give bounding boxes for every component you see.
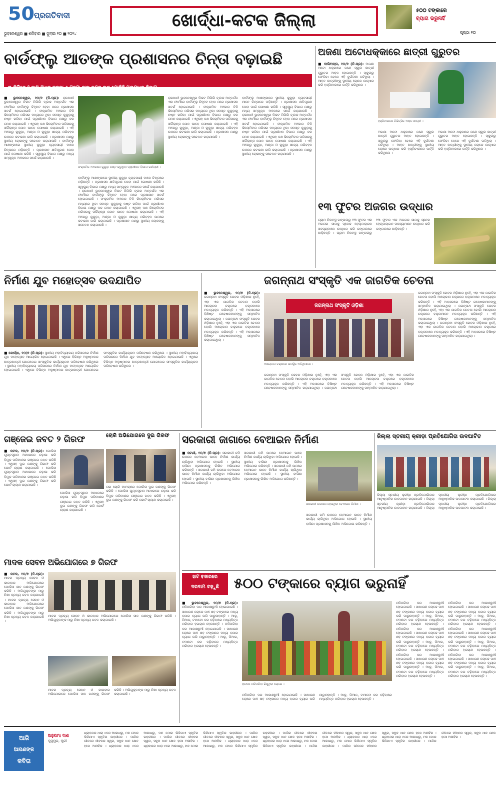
tournament-headline: ଜିଲ୍ଲା ସ୍ତରୀୟ କ୍ରୀଡ଼ା ପ୍ରତିଯୋଗିତା ଉଦଘାଟିତ xyxy=(377,434,482,440)
ganja-headline: ଗଞ୍ଜେଇ ଜବତ ୨ ଗିରଫ xyxy=(4,435,86,445)
lead-photo xyxy=(78,96,164,164)
youth-photo xyxy=(4,291,198,347)
auto-accident-body-col-2: ଅଜଣା ଅଟୋ ଧକ୍କାରେ ଜଣେ ସ୍କୁଲ ଛାତ୍ରୀ ଗୁରୁତର ଆହତ ହୋଇଛନ୍ତି । ସ୍କୁଲରୁ ଫେରିବା ବେଳେ ଏହି ଦୁର୍ଘଟଣା ଘଟିଥିଲା । ଆହତ ଛାତ୍ରୀଙ୍କୁ ସ୍ଥାନୀୟ ଲୋକେ ଉଦ୍ଧାର କରି ହସ୍ପିଟାଲରେ ଭର୍ତ୍ତି କରିଥିଲେ । xyxy=(378,130,434,156)
theft-body: ଘର ଚୋରି ମାମଲାରେ ପୋଲିସ ଦୁଇ ଜଣଙ୍କୁ ଗିରଫ କରିଛି । ପୋଲିସ ଗୁପ୍ତସୂଚନା ଆଧାରରେ ଚଢ଼ାଉ କରି ବିପୁଳ ପରିମାଣର ଗଞ୍ଜେଇ ଜବତ କରିଛି । ଏଥିସହ ଦୁଇ ଜଣଙ୍କୁ ଗିରଫ କରି କୋର୍ଟ ଚାଲାଣ କରାଯାଇଛି । xyxy=(106,485,176,502)
lead-body-col-2-text: ବାର୍ଡଫ୍ଲୁ ଆଶଙ୍କାରେ ସ୍ଥାନୀୟ କୁକୁଡ଼ା ବ୍ୟବସାୟୀ ମାନେ ଚିନ୍ତାରେ ପଡ଼ିଛନ୍ତି । ପ୍ରଶାସନ କ୍ଷତିପୂରଣ ଦେବା ପାଇଁ ଘୋଷଣା କରିଛି । ସ୍ୱାସ୍ଥ୍ୟ ବିଭାଗ ପକ୍ଷରୁ ମଧ୍ୟ ସମ୍ପୃକ୍ତ ଅଞ୍ଚଳରେ ସର୍ଭେ କରାଯାଉଛି । xyxy=(78,176,164,193)
promo-line-2: ବ୍ୟାଗ ଭରୁନାହିଁ xyxy=(416,16,445,22)
lead-headline: ବାର୍ଡଫ୍ଲୁ ଆତଙ୍କ ପ୍ରଶାସନର ଚିନ୍ତା ବଢ଼ାଇଛି xyxy=(4,50,283,68)
lead-photo-caption: ସଂକ୍ରମିତ ଅଞ୍ଚଳରେ କୁକୁଡ଼ା ନଷ୍ଟ କରୁଥିବା ପ୍ରାଣୀଧନ ବିଭାଗ କର୍ମଚାରୀ । xyxy=(78,165,161,169)
jagannath-story xyxy=(204,273,496,428)
jagannath-headline: ଜଗନ୍ନାଥ ସଂସ୍କୃତି ଏକ ଜାଗତିକ ଚେତନା xyxy=(264,274,434,287)
auto-accident-body-col-3: ଅଜଣା ଅଟୋ ଧକ୍କାରେ ଜଣେ ସ୍କୁଲ ଛାତ୍ରୀ ଗୁରୁତର ଆହତ ହୋଇଛନ୍ତି । ସ୍କୁଲରୁ ଫେରିବା ବେଳେ ଏହି ଦୁର୍ଘଟଣା ଘଟିଥିଲା । ଆହତ ଛାତ୍ରୀଙ୍କୁ ସ୍ଥାନୀୟ ଲୋକେ ଉଦ୍ଧାର କରି ହସ୍ପିଟାଲରେ ଭର୍ତ୍ତି କରିଥିଲେ । xyxy=(438,130,496,152)
python-body: ଗ୍ରାମ ନିକଟସ୍ଥ ଜଙ୍ଗଲରୁ ୧୩ ଫୁଟର ଏକ ଅଜଗର ସାପକୁ ସ୍ନେକ ହେଲ୍ପଲାଇନ ସଦସ୍ୟମାନେ ଉଦ୍ଧାର କରି ଜଙ୍ଗଲରେ ଛାଡ଼ିଛନ୍ତି । ଗ୍ରାମ ନିକଟସ୍ଥ ଜଙ୍ଗଲରୁ ୧୩ ଫୁଟର ଏକ ଅଜଗର ସାପକୁ ସ୍ନେକ ହେଲ୍ପଲାଇନ ସଦସ୍ୟମାନେ ଉଦ୍ଧାର କରି ଜଙ୍ଗଲରେ ଛାଡ଼ିଛନ୍ତି । xyxy=(318,218,430,235)
lead-subhead: ୩ କିମିରେ ୨ ଲକ୍ଷ ଅଧିକ କୁକୁଡ଼ା ୫ ଟନ୍‌ଟା ଦାନା ବଣକ ନାଶ ଯୋଜିଛି ପ୍ରାଣୀଧନ ବିଭାଗ xyxy=(8,86,158,91)
masthead-promo xyxy=(386,5,496,31)
govt-land-body-col-3: ସରକାରୀ ଜମି ଉପରେ ବେଆଇନ ଭାବେ ନିର୍ମାଣ କାର୍ଯ୍ୟ ଚାଲିଥିବା ଅଭିଯୋଗ ହୋଇଛି । ସ୍ଥାନୀୟ ବାସିନ୍ଦା ପ୍ରଶାସନକୁ ଲିଖିତ ଅଭିଯୋଗ କରିଛନ୍ତି । xyxy=(306,513,372,526)
logo-badge xyxy=(6,3,36,27)
auto-accident-headline: ଅଜଣା ଅଟୋଧକ୍କାରେ ଛାତ୍ରୀ ଗୁରୁତର xyxy=(318,47,460,58)
section-title-box xyxy=(110,6,378,36)
drugs-body-col-2: ମାଦକ ଦ୍ରବ୍ୟ ସେବନ ଓ କାରବାର ଅଭିଯୋଗରେ ପୋଲିସ ସାତ ଜଣଙ୍କୁ ଗିରଫ କରିଛି । ଅଭିଯୁକ୍ତଙ୍କ ଠାରୁ ନିଶା ଦ୍ରବ୍ୟ ଜବତ କରାଯାଇଛି । xyxy=(48,614,176,623)
python-headline: ୧୩ ଫୁଟର ଅଜଗର ଉଦ୍ଧାର xyxy=(318,201,434,213)
theft-photo xyxy=(106,449,176,483)
lead-body-col-3 xyxy=(168,96,238,268)
drugs-story xyxy=(4,556,176,723)
python-photo xyxy=(434,218,496,264)
jagannath-body-col-3: ଜଗନ୍ନାଥ ସଂସ୍କୃତି କେବଳ ଓଡ଼ିଶାର ନୁହେଁ, ଏହା ଏକ ଜାଗତିକ ଚେତନା ବୋଲି ଆଲୋଚନା ଚକ୍ରରେ ବକ୍ତାମାନେ ମତବ୍ୟକ୍ତ କରିଛନ୍ତି । ଏହି ଅବସରରେ ବିଶିଷ୍ଟ ଗବେଷକମାନଙ୍କୁ ସମ୍ମାନିତ କରାଯାଇଥିଲା । ଜଗନ୍ନାଥ ସଂସ୍କୃତି କେବଳ ଓଡ଼ିଶାର ନୁହେଁ, ଏହା ଏକ ଜାଗତିକ ଚେତନା ବୋଲି ଆଲୋଚନା ଚକ୍ରରେ ବକ୍ତାମାନେ ମତବ୍ୟକ୍ତ କରିଛନ୍ତି । ଏହି ଅବସରରେ ବିଶିଷ୍ଟ ଗବେଷକମାନଙ୍କୁ ସମ୍ମାନିତ କରାଯାଇଥିଲା । ଜଗନ୍ନାଥ ସଂସ୍କୃତି କେବଳ ଓଡ଼ିଶାର ନୁହେଁ, ଏହା ଏକ ଜାଗତିକ ଚେତନା ବୋଲି ଆଲୋଚନା ଚକ୍ରରେ ବକ୍ତାମାନେ ମତବ୍ୟକ୍ତ କରିଛନ୍ତି । ଏହି ଅବସରରେ ବିଶିଷ୍ଟ ଗବେଷକମାନଙ୍କୁ ସମ୍ମାନିତ କରାଯାଇଥିଲା । xyxy=(418,291,497,338)
poem-box-line-1: ଆଜି xyxy=(19,735,29,742)
market-caption: ହାଟରେ ପନିପରିବା କିଣୁଥିବା ଲୋକେ । xyxy=(242,682,285,686)
lead-body-continued: ବାର୍ଡଫ୍ଲୁ ଆଶଙ୍କାରେ ସ୍ଥାନୀୟ କୁକୁଡ଼ା ବ୍ୟବସାୟୀ ମାନେ ଚିନ୍ତାରେ ପଡ଼ିଛନ୍ତି । ପ୍ରଶାସନ କ୍ଷତିପୂରଣ ଦେବା ପାଇଁ ଘୋଷଣା କରିଛି । ସ୍ୱାସ୍ଥ୍ୟ ବିଭାଗ ପକ୍ଷରୁ ମଧ୍ୟ ସମ୍ପୃକ୍ତ ଅଞ୍ଚଳରେ ସର୍ଭେ କରାଯାଉଛି । xyxy=(4,138,75,161)
python-rescue-story xyxy=(318,198,496,268)
lead-body-col-4 xyxy=(242,96,312,268)
youth-festival-story xyxy=(4,273,198,428)
jagannath-photo xyxy=(264,293,414,361)
page-number: ପୃଷ୍ଠା ୧୦ xyxy=(460,30,476,35)
market-body-col-4: ପନିପରିବା ଦର ଆକାଶଛୁଆଁ ହୋଇଯାଇଛି । ସାଧାରଣ ଲୋକେ ପାଞ୍ଚ ଶହ ଟଙ୍କାରେ ମଧ୍ୟ ବଜାର ବ୍ୟାଗ ଭରି ପାରୁନାହାନ୍ତି । ଆଳୁ, ପିଆଜ, ଟମାଟୋ ଦର ବଢ଼ିବାରେ ମଧ୍ୟବିତ୍ତ ପରିବାର ହଇରାଣ ହେଉଛନ୍ତି । ପନିପରିବା ଦର ଆକାଶଛୁଆଁ ହୋଇଯାଇଛି । ସାଧାରଣ ଲୋକେ ପାଞ୍ଚ ଶହ ଟଙ୍କାରେ ମଧ୍ୟ ବଜାର ବ୍ୟାଗ ଭରି ପାରୁନାହାନ୍ତି । ଆଳୁ, ପିଆଜ, ଟମାଟୋ ଦର ବଢ଼ିବାରେ ମଧ୍ୟବିତ୍ତ ପରିବାର ହଇରାଣ ହେଉଛନ୍ତି । ପନିପରିବା ଦର ଆକାଶଛୁଆଁ ହୋଇଯାଇଛି । ସାଧାରଣ ଲୋକେ ପାଞ୍ଚ ଶହ ଟଙ୍କାରେ ମଧ୍ୟ ବଜାର ବ୍ୟାଗ ଭରି ପାରୁନାହାନ୍ତି । ଆଳୁ, ପିଆଜ, ଟମାଟୋ ଦର ବଢ଼ିବାରେ ମଧ୍ୟବିତ୍ତ ପରିବାର ହଇରାଣ ହେଉଛନ୍ତି । xyxy=(448,601,496,679)
lead-body: ରାଜଧାନୀ ଭୁବନେଶ୍ୱର ନିକଟ ପିପିଲି ବ୍ଲକ ଅନ୍ତର୍ଗତ ଏକ ଫାର୍ମରେ ବାର୍ଡଫ୍ଲୁ ଚିହ୍ନଟ ହେବା ପରେ ପ୍ରଶାସନ ସତର୍କ ହୋଇଯାଇଛି । ସଂକ୍ରମିତ ଅଞ୍ଚଳର ତିନି କିଲୋମିଟର ପରିସର ମଧ୍ୟରେ ଥିବା ସମସ୍ତ କୁକୁଡ଼ାକୁ ନଷ୍ଟ କରିବା ପାଇଁ ପ୍ରାଣୀଧନ ବିଭାଗ ପକ୍ଷରୁ ଦଳ ଗଠନ କରାଯାଇଛି । ଏଥିସହ ଦଶ କିଲୋମିଟର ପରିସରକୁ ସର୍ଭିଲାନ୍ସ ଜୋନ ଭାବେ ଘୋଷଣା କରାଯାଇଛି । ଏହି ଅଞ୍ଚଳରୁ କୁକୁଡ଼ା, ଅଣ୍ଡା ଓ କୁକୁଡ଼ା ଖାଦ୍ୟ ପରିବହନ ଉପରେ କଟକଣା ଜାରି କରାଯାଇଛି । ପ୍ରଶାସନ ପକ୍ଷରୁ ସ୍ଥାନୀୟ ଲୋକଙ୍କୁ ସଚେତନ କରାଯାଉଛି । xyxy=(4,96,75,143)
poem-body: ଶ୍ରାବଣର ଧାରା ଝରେ ଆକାଶରୁ, ମନ ମୋର ଭିଜିଯାଏ ସ୍ମୃତିର ଲହରୀରେ । ପାଣିର ଗୀତରେ ଜୀବନର ସ୍ୱର, ସବୁଜ ଧାନ କ୍ଷେତ ହସେ ଅନାବିଳ । ଶ୍ରାବଣର ଧାରା ଝରେ ଆକାଶରୁ, ମନ ମୋର ଭିଜିଯାଏ ସ୍ମୃତିର ଲହରୀରେ । ପାଣିର ଗୀତରେ ଜୀବନର ସ୍ୱର, ସବୁଜ ଧାନ କ୍ଷେତ ହସେ ଅନାବିଳ । ଶ୍ରାବଣର ଧାରା ଝରେ ଆକାଶରୁ, ମନ ମୋର ଭିଜିଯାଏ ସ୍ମୃତିର ଲହରୀରେ । ପାଣିର ଗୀତରେ ଜୀବନର ସ୍ୱର, ସବୁଜ ଧାନ କ୍ଷେତ ହସେ ଅନାବିଳ । ଶ୍ରାବଣର ଧାରା ଝରେ ଆକାଶରୁ, ମନ ମୋର ଭିଜିଯାଏ ସ୍ମୃତିର ଲହରୀରେ । ପାଣିର ଗୀତରେ ଜୀବନର ସ୍ୱର, ସବୁଜ ଧାନ କ୍ଷେତ ହସେ ଅନାବିଳ । ଶ୍ରାବଣର ଧାରା ଝରେ ଆକାଶରୁ, ମନ ମୋର ଭିଜିଯାଏ ସ୍ମୃତିର ଲହରୀରେ । ପାଣିର ଗୀତରେ ଜୀବନର ସ୍ୱର, ସବୁଜ ଧାନ କ୍ଷେତ ହସେ ଅନାବିଳ । ଶ୍ରାବଣର ଧାରା ଝରେ ଆକାଶରୁ, ମନ ମୋର ଭିଜିଯାଏ ସ୍ମୃତିର ଲହରୀରେ । ପାଣିର ଗୀତରେ ଜୀବନର ସ୍ୱର, ସବୁଜ ଧାନ କ୍ଷେତ ହସେ ଅନାବିଳ । ଶ୍ରାବଣର ଧାରା ଝରେ ଆକାଶରୁ, ମନ ମୋର ଭିଜିଯାଏ ସ୍ମୃତିର ଲହରୀରେ । ପାଣିର ଗୀତରେ ଜୀବନର ସ୍ୱର, ସବୁଜ ଧାନ କ୍ଷେତ ହସେ ଅନାବିଳ । xyxy=(84,731,496,748)
lead-headline-block xyxy=(4,46,312,92)
market-body-col-1: ■ ଭୁବନେଶ୍ୱର, ୧୦/୭ (ନି.ପ୍ର): ପନିପରିବା ଦର ଆକାଶଛୁଆଁ ହୋଇଯାଇଛି । ସାଧାରଣ ଲୋକେ ପାଞ୍ଚ ଶହ ଟଙ୍କାରେ ମଧ୍ୟ ବଜାର ବ୍ୟାଗ ଭରି ପାରୁନାହାନ୍ତି । ଆଳୁ, ପିଆଜ, ଟମାଟୋ ଦର ବଢ଼ିବାରେ ମଧ୍ୟବିତ୍ତ ପରିବାର ହଇରାଣ ହେଉଛନ୍ତି । ପନିପରିବା ଦର ଆକାଶଛୁଆଁ ହୋଇଯାଇଛି । ସାଧାରଣ ଲୋକେ ପାଞ୍ଚ ଶହ ଟଙ୍କାରେ ମଧ୍ୟ ବଜାର ବ୍ୟାଗ ଭରି ପାରୁନାହାନ୍ତି । ଆଳୁ, ପିଆଜ, ଟମାଟୋ ଦର ବଢ଼ିବାରେ ମଧ୍ୟବିତ୍ତ ପରିବାର ହଇରାଣ ହେଉଛନ୍ତି । xyxy=(182,601,238,648)
govt-land-story xyxy=(182,433,372,568)
promo-line-1: ୫୦୦ ଟଙ୍କାରେ xyxy=(416,8,447,14)
market-kicker-line-1: ହାଟ ବଜାରରେ xyxy=(192,575,218,580)
promo-photo xyxy=(386,5,412,29)
masthead-divider xyxy=(4,42,496,43)
youth-body: ■ ଖୋର୍ଦ୍ଧା, ୧୦/୭ (ନି.ପ୍ର): ସ୍ଥାନୀୟ ମହାବିଦ୍ୟାଳୟ ପରିସରରେ ନିର୍ମାଣ ଯୁବ ମହୋତ୍ସବ ଆୟୋଜିତ ହୋଇଯାଇଛି । ଏଥିରେ ବିଭିନ୍ନ ଅନୁଷ୍ଠାନର ଛାତ୍ରଛାତ୍ରୀ ଯୋଗଦେଇ ସାଂସ୍କୃତିକ କାର୍ଯ୍ୟକ୍ରମ ପରିବେଷଣ କରିଥିଲେ । ସ୍ଥାନୀୟ ମହାବିଦ୍ୟାଳୟ ପରିସରରେ ନିର୍ମାଣ ଯୁବ ମହୋତ୍ସବ ଆୟୋଜିତ ହୋଇଯାଇଛି । ଏଥିରେ ବିଭିନ୍ନ ଅନୁଷ୍ଠାନର ଛାତ୍ରଛାତ୍ରୀ ଯୋଗଦେଇ ସାଂସ୍କୃତିକ କାର୍ଯ୍ୟକ୍ରମ ପରିବେଷଣ କରିଥିଲେ । ସ୍ଥାନୀୟ ମହାବିଦ୍ୟାଳୟ ପରିସରରେ ନିର୍ମାଣ ଯୁବ ମହୋତ୍ସବ ଆୟୋଜିତ ହୋଇଯାଇଛି । ଏଥିରେ ବିଭିନ୍ନ ଅନୁଷ୍ଠାନର ଛାତ୍ରଛାତ୍ରୀ ଯୋଗଦେଇ ସାଂସ୍କୃତିକ କାର୍ଯ୍ୟକ୍ରମ ପରିବେଷଣ କରିଥିଲେ । xyxy=(4,351,198,373)
poem-author-block xyxy=(48,733,80,781)
poem-place: କୁସୁପୁର, ପୁରୀ xyxy=(48,739,67,743)
jagannath-caption: ଆଲୋଚନା ଚକ୍ରରେ ଉପସ୍ଥିତ ଅତିଥିମାନେ । xyxy=(264,362,314,366)
lead-body-col-1 xyxy=(4,96,74,268)
market-photo xyxy=(242,601,392,681)
auto-accident-caption: ହସ୍ପିଟାଲରେ ଚିକିତ୍ସିତ ଆହତ ଛାତ୍ରୀ । xyxy=(378,119,424,123)
jagannath-body-col-1: ■ ଭୁବନେଶ୍ୱର, ୧୦/୭ (ନି.ପ୍ର): ଜଗନ୍ନାଥ ସଂସ୍କୃତି କେବଳ ଓଡ଼ିଶାର ନୁହେଁ, ଏହା ଏକ ଜାଗତିକ ଚେତନା ବୋଲି ଆଲୋଚନା ଚକ୍ରରେ ବକ୍ତାମାନେ ମତବ୍ୟକ୍ତ କରିଛନ୍ତି । ଏହି ଅବସରରେ ବିଶିଷ୍ଟ ଗବେଷକମାନଙ୍କୁ ସମ୍ମାନିତ କରାଯାଇଥିଲା । ଜଗନ୍ନାଥ ସଂସ୍କୃତି କେବଳ ଓଡ଼ିଶାର ନୁହେଁ, ଏହା ଏକ ଜାଗତିକ ଚେତନା ବୋଲି ଆଲୋଚନା ଚକ୍ରରେ ବକ୍ତାମାନେ ମତବ୍ୟକ୍ତ କରିଛନ୍ତି । ଏହି ଅବସରରେ ବିଶିଷ୍ଟ ଗବେଷକମାନଙ୍କୁ ସମ୍ମାନିତ କରାଯାଇଥିଲା । xyxy=(204,291,261,343)
lead-body-col-4-text: ବାର୍ଡଫ୍ଲୁ ଆଶଙ୍କାରେ ସ୍ଥାନୀୟ କୁକୁଡ଼ା ବ୍ୟବସାୟୀ ମାନେ ଚିନ୍ତାରେ ପଡ଼ିଛନ୍ତି । ପ୍ରଶାସନ କ୍ଷତିପୂରଣ ଦେବା ପାଇଁ ଘୋଷଣା କରିଛି । ସ୍ୱାସ୍ଥ୍ୟ ବିଭାଗ ପକ୍ଷରୁ ମଧ୍ୟ ସମ୍ପୃକ୍ତ ଅଞ୍ଚଳରେ ସର୍ଭେ କରାଯାଉଛି । xyxy=(242,96,312,113)
lead-body-col-4-more: ରାଜଧାନୀ ଭୁବନେଶ୍ୱର ନିକଟ ପିପିଲି ବ୍ଲକ ଅନ୍ତର୍ଗତ ଏକ ଫାର୍ମରେ ବାର୍ଡଫ୍ଲୁ ଚିହ୍ନଟ ହେବା ପରେ ପ୍ରଶାସନ ସତର୍କ ହୋଇଯାଇଛି । ସଂକ୍ରମିତ ଅଞ୍ଚଳର ତିନି କିଲୋମିଟର ପରିସର ମଧ୍ୟରେ ଥିବା ସମସ୍ତ କୁକୁଡ଼ାକୁ ନଷ୍ଟ କରିବା ପାଇଁ ପ୍ରାଣୀଧନ ବିଭାଗ ପକ୍ଷରୁ ଦଳ ଗଠନ କରାଯାଇଛି । ଏଥିସହ ଦଶ କିଲୋମିଟର ପରିସରକୁ ସର୍ଭିଲାନ୍ସ ଜୋନ ଭାବେ ଘୋଷଣା କରାଯାଇଛି । ଏହି ଅଞ୍ଚଳରୁ କୁକୁଡ଼ା, ଅଣ୍ଡା ଓ କୁକୁଡ଼ା ଖାଦ୍ୟ ପରିବହନ ଉପରେ କଟକଣା ଜାରି କରାଯାଇଛି । ପ୍ରଶାସନ ପକ୍ଷରୁ ସ୍ଥାନୀୟ ଲୋକଙ୍କୁ ସଚେତନ କରାଯାଉଛି । xyxy=(242,113,312,156)
ganja-body-col: ■ କଟକ, ୧୦/୭ (ନି.ପ୍ର): ପୋଲିସ ଗୁପ୍ତସୂଚନା ଆଧାରରେ ଚଢ଼ାଉ କରି ବିପୁଳ ପରିମାଣର ଗଞ୍ଜେଇ ଜବତ କରିଛି । ଏଥିସହ ଦୁଇ ଜଣଙ୍କୁ ଗିରଫ କରି କୋର୍ଟ ଚାଲାଣ କରାଯାଇଛି । ପୋଲିସ ଗୁପ୍ତସୂଚନା ଆଧାରରେ ଚଢ଼ାଉ କରି ବିପୁଳ ପରିମାଣର ଗଞ୍ଜେଇ ଜବତ କରିଛି । ଏଥିସହ ଦୁଇ ଜଣଙ୍କୁ ଗିରଫ କରି କୋର୍ଟ ଚାଲାଣ କରାଯାଇଛି । xyxy=(4,449,57,488)
market-story xyxy=(182,573,496,723)
lead-body-col-2-more: ରାଜଧାନୀ ଭୁବନେଶ୍ୱର ନିକଟ ପିପିଲି ବ୍ଲକ ଅନ୍ତର୍ଗତ ଏକ ଫାର୍ମରେ ବାର୍ଡଫ୍ଲୁ ଚିହ୍ନଟ ହେବା ପରେ ପ୍ରଶାସନ ସତର୍କ ହୋଇଯାଇଛି । ସଂକ୍ରମିତ ଅଞ୍ଚଳର ତିନି କିଲୋମିଟର ପରିସର ମଧ୍ୟରେ ଥିବା ସମସ୍ତ କୁକୁଡ଼ାକୁ ନଷ୍ଟ କରିବା ପାଇଁ ପ୍ରାଣୀଧନ ବିଭାଗ ପକ୍ଷରୁ ଦଳ ଗଠନ କରାଯାଇଛି । ଏଥିସହ ଦଶ କିଲୋମିଟର ପରିସରକୁ ସର୍ଭିଲାନ୍ସ ଜୋନ ଭାବେ ଘୋଷଣା କରାଯାଇଛି । ଏହି ଅଞ୍ଚଳରୁ କୁକୁଡ଼ା, ଅଣ୍ଡା ଓ କୁକୁଡ଼ା ଖାଦ୍ୟ ପରିବହନ ଉପରେ କଟକଣା ଜାରି କରାଯାଇଛି । ପ୍ରଶାସନ ପକ୍ଷରୁ ସ୍ଥାନୀୟ ଲୋକଙ୍କୁ ସଚେତନ କରାଯାଉଛି । xyxy=(78,188,164,228)
date-line: ଭୁବନେଶ୍ୱର ■ ଶନିବାର ■ ଜୁଲାଇ ୧୦ ■ ୨୦୨୪ xyxy=(4,31,77,36)
tournament-story xyxy=(377,433,496,568)
drugs-body-col-3: ମାଦକ ଦ୍ରବ୍ୟ ସେବନ ଓ କାରବାର ଅଭିଯୋଗରେ ପୋଲିସ ସାତ ଜଣଙ୍କୁ ଗିରଫ କରିଛି । ଅଭିଯୁକ୍ତଙ୍କ ଠାରୁ ନିଶା ଦ୍ରବ୍ୟ ଜବତ କରାଯାଇଛି । xyxy=(48,688,176,697)
auto-accident-photo xyxy=(378,62,496,118)
jagannath-banner: ଜଗନ୍ନାଥ ସଂସ୍କୃତି ଓଡ଼ିଶା xyxy=(286,299,392,313)
poem-author: ଅନୁପମା ଦାଶ xyxy=(48,733,69,738)
youth-headline: ନିର୍ମାଣ ଯୁବ ମହୋତ୍ସବ ଉଦଯାପିତ xyxy=(4,275,142,287)
govt-land-body-col-2: ସରକାରୀ ଜମି ଉପରେ ବେଆଇନ ଭାବେ ନିର୍ମାଣ କାର୍ଯ୍ୟ ଚାଲିଥିବା ଅଭିଯୋଗ ହୋଇଛି । ସ୍ଥାନୀୟ ବାସିନ୍ଦା ପ୍ରଶାସନକୁ ଲିଖିତ ଅଭିଯୋଗ କରିଛନ୍ତି । ସରକାରୀ ଜମି ଉପରେ ବେଆଇନ ଭାବେ ନିର୍ମାଣ କାର୍ଯ୍ୟ ଚାଲିଥିବା ଅଭିଯୋଗ ହୋଇଛି । ସ୍ଥାନୀୟ ବାସିନ୍ଦା ପ୍ରଶାସନକୁ ଲିଖିତ ଅଭିଯୋଗ କରିଛନ୍ତି । xyxy=(244,451,302,481)
lead-subhead-band xyxy=(4,74,312,91)
ganja-photo xyxy=(60,449,104,489)
theft-headline: ଚୋରି ଅଭିଯୋଗରେ ଦୁଇ ଗିରଫ xyxy=(106,433,170,439)
poem-strip xyxy=(4,729,496,784)
tournament-body: ଜିଲ୍ଲା ସ୍ତରୀୟ କ୍ରୀଡ଼ା ପ୍ରତିଯୋଗିତାର ଆନୁଷ୍ଠାନିକ ଉଦଘାଟନ କରାଯାଇଛି । ଜିଲ୍ଲା ସ୍ତରୀୟ କ୍ରୀଡ଼ା ପ୍ରତିଯୋଗିତାର ଆନୁଷ୍ଠାନିକ ଉଦଘାଟନ କରାଯାଇଛି । ଜିଲ୍ଲା ସ୍ତରୀୟ କ୍ରୀଡ଼ା ପ୍ରତିଯୋଗିତାର ଆନୁଷ୍ଠାନିକ ଉଦଘାଟନ କରାଯାଇଛି । ଜିଲ୍ଲା ସ୍ତରୀୟ କ୍ରୀଡ଼ା ପ୍ରତିଯୋଗିତାର ଆନୁଷ୍ଠାନିକ ଉଦଘାଟନ କରାଯାଇଛି । xyxy=(377,493,496,510)
market-headline: ୫୦୦ ଟଙ୍କାରେ ବ୍ୟାଗ ଭରୁନାହିଁ xyxy=(234,576,407,592)
lead-dateline: ■ ଭୁବନେଶ୍ୱର, ୧୦/୭ (ନି.ପ୍ର): xyxy=(4,96,60,100)
logo-number: 50 xyxy=(8,3,35,25)
lead-body-col-3-text: ରାଜଧାନୀ ଭୁବନେଶ୍ୱର ନିକଟ ପିପିଲି ବ୍ଲକ ଅନ୍ତର୍ଗତ ଏକ ଫାର୍ମରେ ବାର୍ଡଫ୍ଲୁ ଚିହ୍ନଟ ହେବା ପରେ ପ୍ରଶାସନ ସତର୍କ ହୋଇଯାଇଛି । ସଂକ୍ରମିତ ଅଞ୍ଚଳର ତିନି କିଲୋମିଟର ପରିସର ମଧ୍ୟରେ ଥିବା ସମସ୍ତ କୁକୁଡ଼ାକୁ ନଷ୍ଟ କରିବା ପାଇଁ ପ୍ରାଣୀଧନ ବିଭାଗ ପକ୍ଷରୁ ଦଳ ଗଠନ କରାଯାଇଛି । ଏଥିସହ ଦଶ କିଲୋମିଟର ପରିସରକୁ ସର୍ଭିଲାନ୍ସ ଜୋନ ଭାବେ ଘୋଷଣା କରାଯାଇଛି । ଏହି ଅଞ୍ଚଳରୁ କୁକୁଡ଼ା, ଅଣ୍ଡା ଓ କୁକୁଡ଼ା ଖାଦ୍ୟ ପରିବହନ ଉପରେ କଟକଣା ଜାରି କରାଯାଇଛି । ପ୍ରଶାସନ ପକ୍ଷରୁ ସ୍ଥାନୀୟ ଲୋକଙ୍କୁ ସଚେତନ କରାଯାଉଛି । xyxy=(168,96,238,139)
masthead xyxy=(0,0,500,42)
drugs-photo-2 xyxy=(48,656,108,686)
theft-story xyxy=(106,433,176,553)
auto-accident-body-col: ■ ବାଲିଅନ୍ତା, ୧୦/୭ (ନି.ପ୍ର): ଅଜଣା ଅଟୋ ଧକ୍କାରେ ଜଣେ ସ୍କୁଲ ଛାତ୍ରୀ ଗୁରୁତର ଆହତ ହୋଇଛନ୍ତି । ସ୍କୁଲରୁ ଫେରିବା ବେଳେ ଏହି ଦୁର୍ଘଟଣା ଘଟିଥିଲା । ଆହତ ଛାତ୍ରୀଙ୍କୁ ସ୍ଥାନୀୟ ଲୋକେ ଉଦ୍ଧାର କରି ହସ୍ପିଟାଲରେ ଭର୍ତ୍ତି କରିଥିଲେ । xyxy=(318,62,374,88)
drugs-headline: ମାଦକ ସେବନ ଅଭିଯୋଗରେ ୭ ଗିରଫ xyxy=(4,558,118,567)
ganja-body-col-2: ପୋଲିସ ଗୁପ୍ତସୂଚନା ଆଧାରରେ ଚଢ଼ାଉ କରି ବିପୁଳ ପରିମାଣର ଗଞ୍ଜେଇ ଜବତ କରିଛି । ଏଥିସହ ଦୁଇ ଜଣଙ୍କୁ ଗିରଫ କରି କୋର୍ଟ ଚାଲାଣ କରାଯାଇଛି । xyxy=(60,491,104,513)
market-body-col-3: ପନିପରିବା ଦର ଆକାଶଛୁଆଁ ହୋଇଯାଇଛି । ସାଧାରଣ ଲୋକେ ପାଞ୍ଚ ଶହ ଟଙ୍କାରେ ମଧ୍ୟ ବଜାର ବ୍ୟାଗ ଭରି ପାରୁନାହାନ୍ତି । ଆଳୁ, ପିଆଜ, ଟମାଟୋ ଦର ବଢ଼ିବାରେ ମଧ୍ୟବିତ୍ତ ପରିବାର ହଇରାଣ ହେଉଛନ୍ତି । ପନିପରିବା ଦର ଆକାଶଛୁଆଁ ହୋଇଯାଇଛି । ସାଧାରଣ ଲୋକେ ପାଞ୍ଚ ଶହ ଟଙ୍କାରେ ମଧ୍ୟ ବଜାର ବ୍ୟାଗ ଭରି ପାରୁନାହାନ୍ତି । ଆଳୁ, ପିଆଜ, ଟମାଟୋ ଦର ବଢ଼ିବାରେ ମଧ୍ୟବିତ୍ତ ପରିବାର ହଇରାଣ ହେଉଛନ୍ତି । ପନିପରିବା ଦର ଆକାଶଛୁଆଁ ହୋଇଯାଇଛି । ସାଧାରଣ ଲୋକେ ପାଞ୍ଚ ଶହ ଟଙ୍କାରେ ମଧ୍ୟ ବଜାର ବ୍ୟାଗ ଭରି ପାରୁନାହାନ୍ତି । ଆଳୁ, ପିଆଜ, ଟମାଟୋ ଦର ବଢ଼ିବାରେ ମଧ୍ୟବିତ୍ତ ପରିବାର ହଇରାଣ ହେଉଛନ୍ତି । xyxy=(396,601,444,679)
poem-box-line-3: କବିତା xyxy=(17,758,31,765)
lead-body-col-2 xyxy=(78,176,164,268)
market-kicker-box xyxy=(182,573,228,595)
govt-land-body-col-1: ■ ଜଟଣୀ, ୧୦/୭ (ନି.ପ୍ର): ସରକାରୀ ଜମି ଉପରେ ବେଆଇନ ଭାବେ ନିର୍ମାଣ କାର୍ଯ୍ୟ ଚାଲିଥିବା ଅଭିଯୋଗ ହୋଇଛି । ସ୍ଥାନୀୟ ବାସିନ୍ଦା ପ୍ରଶାସନକୁ ଲିଖିତ ଅଭିଯୋଗ କରିଛନ୍ତି । ସରକାରୀ ଜମି ଉପରେ ବେଆଇନ ଭାବେ ନିର୍ମାଣ କାର୍ଯ୍ୟ ଚାଲିଥିବା ଅଭିଯୋଗ ହୋଇଛି । ସ୍ଥାନୀୟ ବାସିନ୍ଦା ପ୍ରଶାସନକୁ ଲିଖିତ ଅଭିଯୋଗ କରିଛନ୍ତି । xyxy=(182,451,241,486)
section-title: ଖୋର୍ଦ୍ଧା-କଟକ ଜିଲ୍ଲା xyxy=(172,11,316,31)
poem-box xyxy=(4,731,44,771)
govt-land-headline: ସରକାରୀ ଜାଗାରେ ବେଆଇନ ନିର୍ମାଣ xyxy=(182,435,319,446)
jagannath-body-col-2: ଜଗନ୍ନାଥ ସଂସ୍କୃତି କେବଳ ଓଡ଼ିଶାର ନୁହେଁ, ଏହା ଏକ ଜାଗତିକ ଚେତନା ବୋଲି ଆଲୋଚନା ଚକ୍ରରେ ବକ୍ତାମାନେ ମତବ୍ୟକ୍ତ କରିଛନ୍ତି । ଏହି ଅବସରରେ ବିଶିଷ୍ଟ ଗବେଷକମାନଙ୍କୁ ସମ୍ମାନିତ କରାଯାଇଥିଲା । ଜଗନ୍ନାଥ ସଂସ୍କୃତି କେବଳ ଓଡ଼ିଶାର ନୁହେଁ, ଏହା ଏକ ଜାଗତିକ ଚେତନା ବୋଲି ଆଲୋଚନା ଚକ୍ରରେ ବକ୍ତାମାନେ ମତବ୍ୟକ୍ତ କରିଛନ୍ତି । ଏହି ଅବସରରେ ବିଶିଷ୍ଟ ଗବେଷକମାନଙ୍କୁ ସମ୍ମାନିତ କରାଯାଇଥିଲା । xyxy=(264,373,414,390)
paper-name: ପ୍ରଗତିବାଦୀ xyxy=(34,11,71,20)
market-body-col-2: ପନିପରିବା ଦର ଆକାଶଛୁଆଁ ହୋଇଯାଇଛି । ସାଧାରଣ ଲୋକେ ପାଞ୍ଚ ଶହ ଟଙ୍କାରେ ମଧ୍ୟ ବଜାର ବ୍ୟାଗ ଭରି ପାରୁନାହାନ୍ତି । ଆଳୁ, ପିଆଜ, ଟମାଟୋ ଦର ବଢ଼ିବାରେ ମଧ୍ୟବିତ୍ତ ପରିବାର ହଇରାଣ ହେଉଛନ୍ତି । xyxy=(242,693,392,702)
tournament-photo xyxy=(377,445,496,491)
poem-box-line-2: ଆପଣଙ୍କ xyxy=(13,747,35,753)
ganja-story xyxy=(4,433,104,553)
drugs-photo xyxy=(48,572,176,612)
drugs-photo-3 xyxy=(112,656,176,686)
govt-land-caption: ସରକାରୀ ଜାଗାରେ ହେଉଥିବା ବେଆଇନ ନିର୍ମାଣ । xyxy=(306,502,361,506)
govt-land-photo xyxy=(306,451,372,501)
drugs-body-col-1: ■ କଟକ, ୧୦/୭ (ନି.ପ୍ର): ମାଦକ ଦ୍ରବ୍ୟ ସେବନ ଓ କାରବାର ଅଭିଯୋଗରେ ପୋଲିସ ସାତ ଜଣଙ୍କୁ ଗିରଫ କରିଛି । ଅଭିଯୁକ୍ତଙ୍କ ଠାରୁ ନିଶା ଦ୍ରବ୍ୟ ଜବତ କରାଯାଇଛି । ମାଦକ ଦ୍ରବ୍ୟ ସେବନ ଓ କାରବାର ଅଭିଯୋଗରେ ପୋଲିସ ସାତ ଜଣଙ୍କୁ ଗିରଫ କରିଛି । ଅଭିଯୁକ୍ତଙ୍କ ଠାରୁ ନିଶା ଦ୍ରବ୍ୟ ଜବତ କରାଯାଇଛି । xyxy=(4,572,44,624)
market-kicker-line-2: ଦରଦାମ ଚଢ଼ୁଛି xyxy=(191,585,219,590)
auto-accident-story xyxy=(318,46,496,196)
